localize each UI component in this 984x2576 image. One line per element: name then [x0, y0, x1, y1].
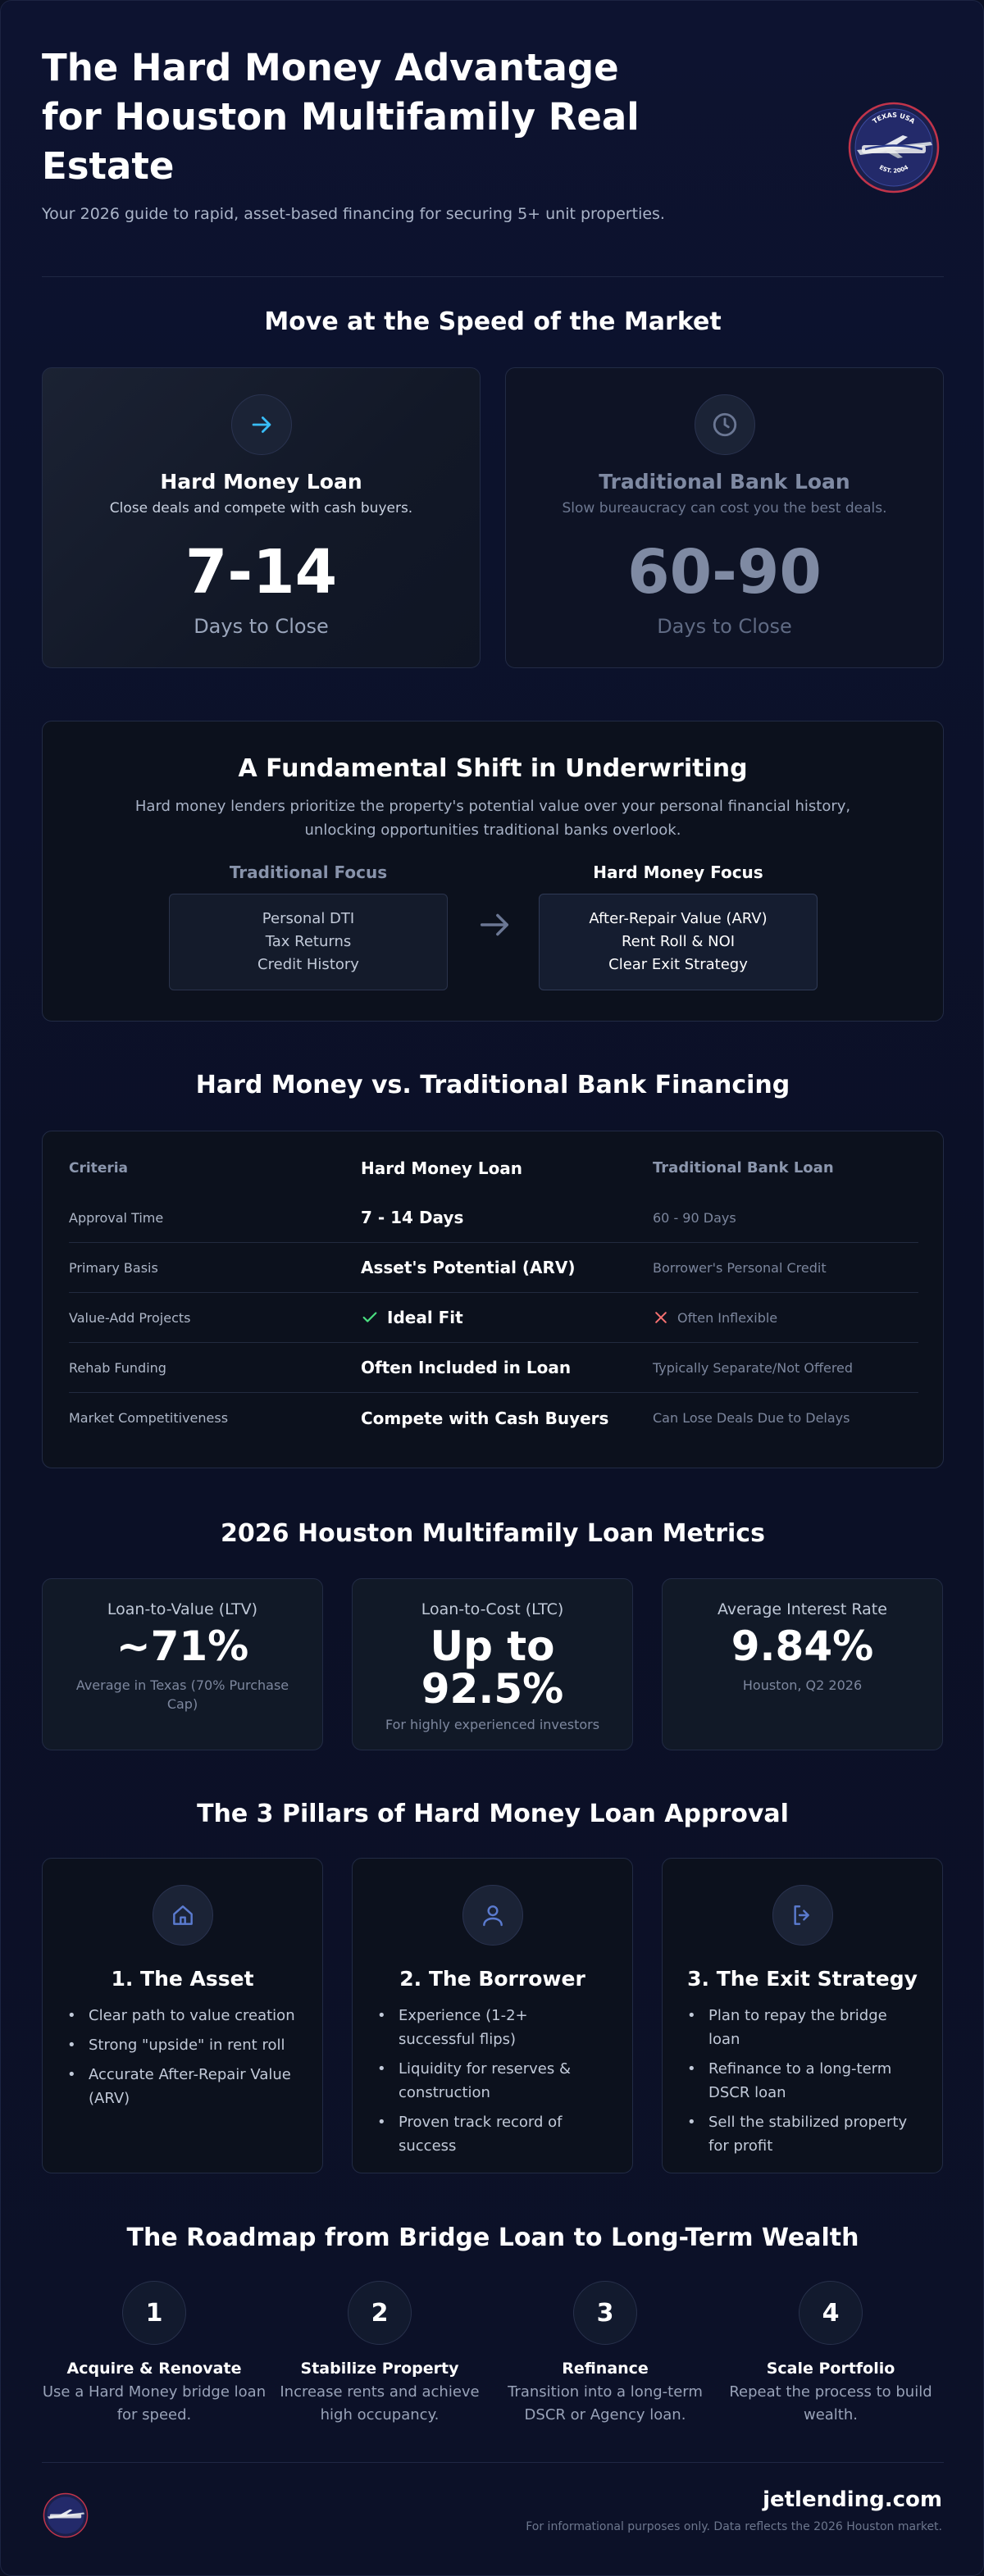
list-item: • Liquidity for reserves & construction: [377, 2057, 608, 2105]
traditional-card-title: Traditional Bank Loan: [599, 470, 850, 494]
hard-money-focus: [539, 862, 818, 990]
step-number: 2: [348, 2281, 412, 2345]
page-subtitle: Your 2026 guide to rapid, asset-based financing for securing 5+ unit properties.: [42, 205, 665, 223]
house-icon: [153, 1885, 213, 1946]
hard-money-cell: 7 - 14 Days: [361, 1208, 464, 1227]
header-hard-money: Hard Money Loan: [361, 1158, 523, 1178]
list-item: • Accurate After-Repair Value (ARV): [67, 2063, 298, 2110]
check-icon: [361, 1308, 379, 1327]
table-row: [69, 1193, 918, 1243]
footer-disclaimer: For informational purposes only. Data reflects the 2026 Houston market.: [526, 2520, 942, 2533]
pillar-bullets: [377, 2004, 608, 2158]
traditional-card-desc: Slow bureaucracy can cost you the best deals.: [562, 500, 887, 517]
hard-money-card-title: Hard Money Loan: [160, 470, 362, 494]
traditional-cell: [653, 1309, 918, 1326]
hard-money-focus-box: [539, 894, 818, 990]
step-title: Refinance: [562, 2360, 649, 2378]
traditional-focus: [169, 862, 448, 990]
shift-desc: Hard money lenders prioritize the property's potential value over your personal financial history, unlocking opportunities traditional banks overlook.: [134, 798, 851, 839]
focus-item: Tax Returns: [265, 933, 352, 950]
header: [42, 43, 665, 225]
list-item: • Plan to repay the bridge loan: [687, 2004, 918, 2051]
step-title: Acquire & Renovate: [66, 2360, 242, 2378]
metric-label: Average Interest Rate: [718, 1600, 887, 1618]
pillar-bullets: [67, 2004, 298, 2110]
pillar-title: 3. The Exit Strategy: [687, 1967, 918, 1991]
pillar-borrower-card: [352, 1858, 633, 2173]
roadmap-section-title: The Roadmap from Bridge Loan to Long-Term Wealth: [126, 2223, 859, 2252]
traditional-cell: 60 - 90 Days: [653, 1209, 736, 1226]
step-desc: Repeat the process to build wealth.: [729, 2383, 932, 2424]
focus-item: After-Repair Value (ARV): [589, 910, 768, 927]
pillar-bullets: [687, 2004, 918, 2158]
pillar-asset-card: [42, 1858, 323, 2173]
hard-money-speed-card: [42, 367, 481, 668]
roadmap-step: [39, 2281, 269, 2427]
metric-ltv-card: [42, 1578, 323, 1750]
hard-money-cell: Often Included in Loan: [361, 1358, 572, 1377]
svg-text:EST. 2004: EST. 2004: [877, 164, 910, 175]
comparison-section-title: Hard Money vs. Traditional Bank Financing: [195, 1071, 790, 1099]
step-desc: Transition into a long-term DSCR or Agency loan.: [508, 2383, 703, 2424]
table-header-row: [69, 1143, 918, 1193]
divider: [42, 2462, 944, 2463]
traditional-days-unit: Days to Close: [657, 615, 792, 638]
step-desc: Increase rents and achieve high occupancy.: [280, 2383, 480, 2424]
page-title: The Hard Money Advantage for Houston Multifamily Real Estate: [42, 46, 640, 188]
metric-label: Loan-to-Cost (LTC): [421, 1600, 564, 1618]
header-criteria: Criteria: [69, 1159, 129, 1176]
svg-text:TEXAS USA: TEXAS USA: [871, 111, 917, 125]
traditional-cell: Can Lose Deals Due to Delays: [653, 1410, 850, 1426]
step-number: 1: [122, 2281, 186, 2345]
criteria-cell: Approval Time: [69, 1209, 164, 1226]
metric-value: Up to 92.5%: [421, 1623, 564, 1713]
list-item: • Experience (1-2+ successful flips): [377, 2004, 608, 2051]
focus-item: Credit History: [257, 956, 359, 973]
divider: [42, 276, 944, 277]
traditional-cell-text: Often Inflexible: [677, 1309, 778, 1326]
pillar-exit-card: [662, 1858, 943, 2173]
list-item: • Refinance to a long-term DSCR loan: [687, 2057, 918, 2105]
metric-note: For highly experienced investors: [385, 1717, 600, 1732]
roadmap-step: [490, 2281, 720, 2427]
person-icon: [462, 1885, 523, 1946]
metric-note: Houston, Q2 2026: [742, 1677, 863, 1693]
pillars-section-title: The 3 Pillars of Hard Money Loan Approval: [197, 1800, 789, 1828]
traditional-speed-card: [505, 367, 944, 668]
step-number: 4: [799, 2281, 863, 2345]
step-title: Stabilize Property: [300, 2360, 459, 2378]
company-logo: [845, 99, 942, 196]
hard-money-focus-heading: Hard Money Focus: [593, 862, 763, 882]
criteria-cell: Market Competitiveness: [69, 1410, 229, 1426]
cross-icon: [653, 1309, 669, 1326]
arrow-right-icon: [476, 906, 513, 944]
shift-title: A Fundamental Shift in Underwriting: [238, 754, 748, 783]
hard-money-days-unit: Days to Close: [194, 615, 329, 638]
traditional-focus-heading: Traditional Focus: [229, 862, 388, 882]
focus-item: Clear Exit Strategy: [608, 956, 748, 973]
pillar-title: 1. The Asset: [111, 1967, 254, 1991]
hard-money-card-desc: Close deals and compete with cash buyers.: [109, 500, 413, 517]
table-row: [69, 1293, 918, 1343]
metric-value: ~71%: [116, 1623, 249, 1670]
criteria-cell: Value-Add Projects: [69, 1309, 191, 1326]
metric-value: 9.84%: [731, 1623, 874, 1670]
step-number: 3: [573, 2281, 637, 2345]
metrics-section-title: 2026 Houston Multifamily Loan Metrics: [221, 1519, 765, 1548]
traditional-days-value: 60-90: [627, 537, 822, 608]
footer-website-link[interactable]: jetlending.com: [763, 2487, 942, 2512]
pillar-title: 2. The Borrower: [399, 1967, 585, 1991]
criteria-cell: Primary Basis: [69, 1259, 158, 1276]
table-row: [69, 1243, 918, 1293]
roadmap-step: [265, 2281, 494, 2427]
metric-label: Loan-to-Value (LTV): [107, 1600, 258, 1618]
hard-money-cell: Compete with Cash Buyers: [361, 1408, 609, 1428]
traditional-cell: Typically Separate/Not Offered: [653, 1359, 854, 1376]
step-title: Scale Portfolio: [766, 2360, 895, 2378]
table-row: [69, 1393, 918, 1443]
clock-icon: [695, 394, 755, 455]
exit-icon: [772, 1885, 833, 1946]
comparison-table: [42, 1131, 944, 1468]
traditional-focus-box: [169, 894, 448, 990]
list-item: • Clear path to value creation: [67, 2004, 298, 2028]
traditional-cell: Borrower's Personal Credit: [653, 1259, 827, 1276]
metric-ltc-card: [352, 1578, 633, 1750]
list-item: • Proven track record of success: [377, 2110, 608, 2158]
underwriting-shift-card: [42, 721, 944, 1022]
focus-item: Personal DTI: [262, 910, 355, 927]
roadmap-step: [716, 2281, 945, 2427]
hard-money-cell: Asset's Potential (ARV): [361, 1258, 576, 1277]
hard-money-days-value: 7-14: [184, 537, 338, 608]
hard-money-cell-text: Ideal Fit: [387, 1308, 463, 1327]
list-item: • Strong "upside" in rent roll: [67, 2033, 298, 2057]
focus-item: Rent Roll & NOI: [621, 933, 736, 950]
criteria-cell: Rehab Funding: [69, 1359, 166, 1376]
footer-logo: [42, 2492, 89, 2539]
metric-rate-card: [662, 1578, 943, 1750]
speed-section-title: Move at the Speed of the Market: [264, 307, 722, 336]
header-traditional: Traditional Bank Loan: [653, 1159, 834, 1176]
hard-money-cell: [361, 1308, 653, 1327]
table-row: [69, 1343, 918, 1393]
arrow-right-icon: [231, 394, 292, 455]
step-desc: Use a Hard Money bridge loan for speed.: [42, 2383, 266, 2424]
list-item: • Sell the stabilized property for profit: [687, 2110, 918, 2158]
metric-note: Average in Texas (70% Purchase Cap): [75, 1677, 289, 1712]
